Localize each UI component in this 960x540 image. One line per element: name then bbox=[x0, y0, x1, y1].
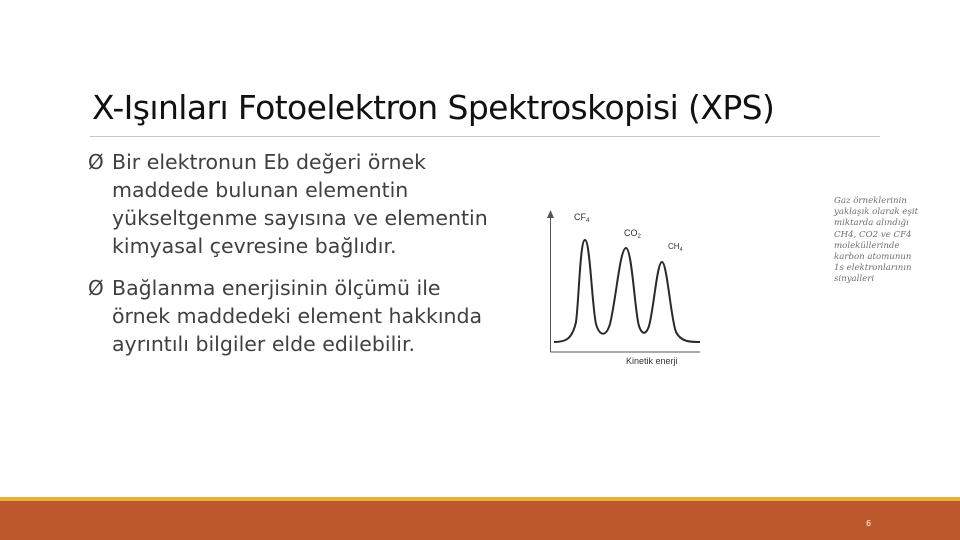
bullet-item bbox=[88, 148, 528, 260]
peak-label-co2-main: CO bbox=[624, 228, 638, 238]
peak-label-ch4 bbox=[668, 242, 683, 253]
arrow-bullet-icon: Ø bbox=[88, 150, 104, 174]
peak-label-ch4-main: CH bbox=[668, 242, 680, 251]
peak-label-co2 bbox=[624, 228, 642, 240]
y-axis-arrow-icon bbox=[547, 210, 554, 218]
bullet-text: Bağlanma enerjisinin ölçümü ile örnek maddedeki element hakkında ayrıntılı bilgiler elde edilebilir. bbox=[112, 276, 483, 356]
peak-label-cf4-sub: 4 bbox=[586, 218, 590, 224]
peak-label-cf4-main: CF bbox=[574, 212, 586, 222]
side-caption: Gaz örneklerinin yaklaşık olarak eşit miktarda alındığı CH4, CO2 ve CF4 moleküllerinde karbon atomunun 1s elektronlarının sinyalleri bbox=[834, 196, 919, 285]
x-axis-label: Kinetik enerji bbox=[626, 356, 678, 366]
peak-label-ch4-sub: 4 bbox=[679, 247, 683, 253]
peak-label-cf4 bbox=[574, 212, 590, 224]
bullet-item bbox=[88, 274, 528, 358]
arrow-bullet-icon: Ø bbox=[88, 276, 104, 300]
peak-label-co2-sub: 2 bbox=[637, 234, 641, 240]
slide-title: X-Işınları Fotoelektron Spektroskopisi (XPS) bbox=[92, 88, 775, 127]
bullet-list bbox=[88, 148, 528, 372]
bullet-text: Bir elektronun Eb değeri örnek maddede bulunan elementin yükseltgenme sayısına ve elementin kimyasal çevresine bağlıdır. bbox=[112, 150, 488, 258]
title-divider bbox=[90, 136, 880, 137]
page-number: 6 bbox=[866, 519, 872, 528]
spectrum-curve bbox=[554, 240, 700, 342]
footer-bar bbox=[0, 501, 960, 540]
xps-spectrum-figure bbox=[540, 196, 710, 374]
